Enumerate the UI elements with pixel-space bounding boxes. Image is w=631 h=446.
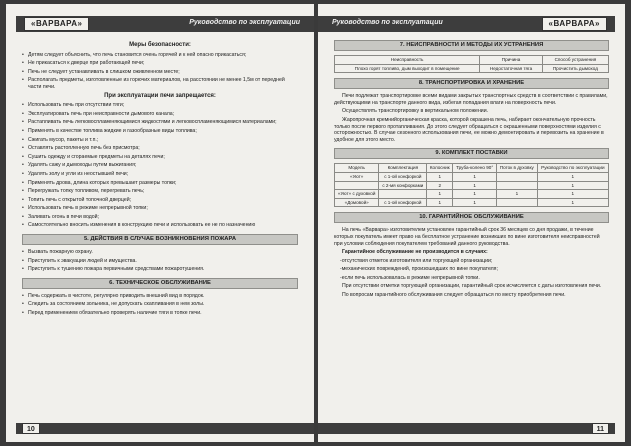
list-item: • Следить за состоянием зольника, не допускать скапливания в нем золы. [22,301,298,308]
paragraph: Жаропрочная кремнийорганическая краска, которой окрашена печь, набирает окончательную прочность только после первого протапливания. До этого следует обращаться с окрашенными поверхностями изделия с осторожностью. В случае сезонного использования печи, ее можно демонтировать и перевозить на хранение в удобное для этого место. [334,116,604,143]
section-title-transport: 8. ТРАНСПОРТИРОВКА И ХРАНЕНИЕ [334,78,609,89]
table-cell: 1 [427,198,453,207]
list-item: • Оставлять растопленную печь без присмотра; [22,145,298,152]
paragraph: Осуществлять транспортировку в вертикальном положении. [342,108,489,115]
table-cell: 1 [453,172,497,181]
paragraph: Печи подлежат транспортировке всеми видами закрытых транспортных средств в соответствии с правилами, действующими на транспорте данного вида, избегая попадания влаги на поверхность печи. [334,93,608,106]
table-cell: Недостаточная тяга [480,64,543,73]
list-item: -отсутствия отметок изготовителя или торгующей организации; [340,257,493,264]
table-header: Руководство по эксплуатации [537,164,608,173]
table-header: Поток в духовку [497,164,538,173]
list-item: -механических повреждений, произошедших по вине покупателя; [340,266,498,273]
list-item: -если печь использовалась в режиме непрерывной топки. [340,274,480,281]
list-item: • Удалять сажу и дымоходы путем выжигания; [22,162,298,169]
table-cell: 1 [453,198,497,207]
list-item: • Не прикасаться к дверце при работающей печи; [22,60,298,67]
table-cell: 1 [497,190,538,199]
table-header: Способ устранения [542,56,608,65]
table-cell: с 1-ой конфоркой [379,172,427,181]
table-cell: 1 [537,198,608,207]
section-title-warranty: 10. ГАРАНТИЙНОЕ ОБСЛУЖИВАНИЕ [334,212,609,223]
list-item: • Растапливать печь легковоспламеняющимися жидкостями и легковоспламеняющимися материалами; [22,119,298,126]
list-item: • Вызвать пожарную охрану. [22,249,298,256]
list-item: • Перед применением обязательно проверять наличие тяги в топке печи. [22,310,298,317]
paragraph: По вопросам гарантийного обслуживания следует обращаться по месту приобретения печи. [342,292,566,299]
list-item: • Заливать огонь в печи водой; [22,214,298,221]
left-content [22,40,298,416]
list-item: • Сушить одежду и сгораемые предметы на деталях печи; [22,154,298,161]
table-cell: 1 [427,190,453,199]
table-cell: 1 [537,190,608,199]
header-bar [318,16,615,32]
list-item: • Приступить к эвакуации людей и имущества. [22,258,298,265]
table-row [335,198,609,207]
table-cell: 1 [453,190,497,199]
brand-logo: «ВАРВАРА» [542,17,607,31]
table-row [335,190,609,199]
table-cell: «Уют» с духовкой [335,190,379,199]
footer-bar [16,423,314,434]
table-cell: с 1-ой конфоркой [379,198,427,207]
table-header: Комплектация [379,164,427,173]
fire-list [22,249,298,273]
faults-table [334,55,609,73]
table-cell: 1 [453,181,497,190]
forbidden-heading: При эксплуатации печи запрещается: [104,92,216,99]
table-cell: Плохо горят топливо, дым выходит в помещение [335,64,480,73]
list-item: • Печь содержать в чистоте, регулярно приводить внешний вид в порядок. [22,293,298,300]
table-cell [335,181,379,190]
header-bar [16,16,314,32]
header-title: Руководство по эксплуатации [332,19,443,26]
table-header: Колосник [427,164,453,173]
paragraph: На печь «Варвара» изготовителем установлен гарантийный срок 36 месяцев со дня продажи, в течение которых покупатель имеет право на бесплатное устранение возникших по вине изготовителя неисправностей при условии соблюдения покупателем требований данного руководства. [334,227,600,247]
page-number: 11 [592,423,609,434]
table-header: Причина [480,56,543,65]
table-cell: Прочистить дымоход [542,64,608,73]
page-number: 10 [22,423,40,434]
table-header: Труба-колено 90° [453,164,497,173]
section-title-kit: 9. КОМПЛЕКТ ПОСТАВКИ [334,148,609,159]
list-item: • Применять дрова, длина которых превышает размеры топки; [22,180,298,187]
header-title: Руководство по эксплуатации [189,19,300,26]
table-row [335,181,609,190]
list-item: • Удалять золу и угли из неостывшей печи; [22,171,298,178]
paragraph: При отсутствии отметки торгующей организации, гарантийный срок исчисляется с даты изготовления печи. [342,283,602,290]
maintenance-list [22,293,298,317]
table-cell [497,181,538,190]
list-item: • Приступить к тушению пожара первичными средствами пожаротушения. [22,266,298,273]
table-cell: 1 [537,172,608,181]
list-item: • Использовать печь в режиме непрерывной топки; [22,205,298,212]
list-item: • Перегружать топку топливом, перегревать печь; [22,188,298,195]
right-content [334,40,609,416]
table-cell: 1 [427,172,453,181]
list-item: • Детям следует объяснить, что печь становится очень горячей и к ней опасно прикасаться; [22,52,298,59]
forbidden-list [22,102,298,229]
list-item: • Сжигать мусор, пакеты и т.п.; [22,137,298,144]
table-cell: «Уют» [335,172,379,181]
list-item: • Самостоятельно вносить изменения в конструкцию печи и использовать ее не по назначению [22,222,298,229]
table-cell [497,172,538,181]
brand-logo: «ВАРВАРА» [24,17,89,31]
list-item: • Эксплуатировать печь при неисправности дымового канала; [22,111,298,118]
section-title-faults: 7. НЕИСПРАВНОСТИ И МЕТОДЫ ИХ УСТРАНЕНИЯ [334,40,609,51]
section-title-fire: 5. ДЕЙСТВИЯ В СЛУЧАЕ ВОЗНИКНОВЕНИЯ ПОЖАРА [22,234,298,245]
right-page [318,4,625,442]
list-item: • Использовать печь при отсутствии тяги; [22,102,298,109]
kit-table [334,163,609,207]
table-header: Модель [335,164,379,173]
table-cell: с 2-мя конфорками [379,181,427,190]
footer-bar [318,423,615,434]
table-cell: 1 [537,181,608,190]
table-header: Неисправность [335,56,480,65]
safety-list [22,52,298,91]
table-cell: 2 [427,181,453,190]
list-item: • Применять в качестве топлива жидкие и газообразные виды топлива; [22,128,298,135]
list-item: • Располагать предметы, изготовленные из горючих материалов, на расстоянии не менее 1,5м от передней части печи. [22,77,298,90]
left-page [6,4,314,442]
warranty-heading: Гарантийное обслуживание не производится в случаях: [342,249,488,256]
table-row [335,172,609,181]
safety-heading: Меры безопасности: [129,42,191,48]
list-item: • Топить печь с открытой топочной дверцей; [22,197,298,204]
table-cell [497,198,538,207]
list-item: • Печь не следует устанавливать в слишком оживленном месте; [22,69,298,76]
section-title-maintenance: 6. ТЕХНИЧЕСКОЕ ОБСЛУЖИВАНИЕ [22,278,298,289]
table-cell [379,190,427,199]
table-cell: «Домовой» [335,198,379,207]
